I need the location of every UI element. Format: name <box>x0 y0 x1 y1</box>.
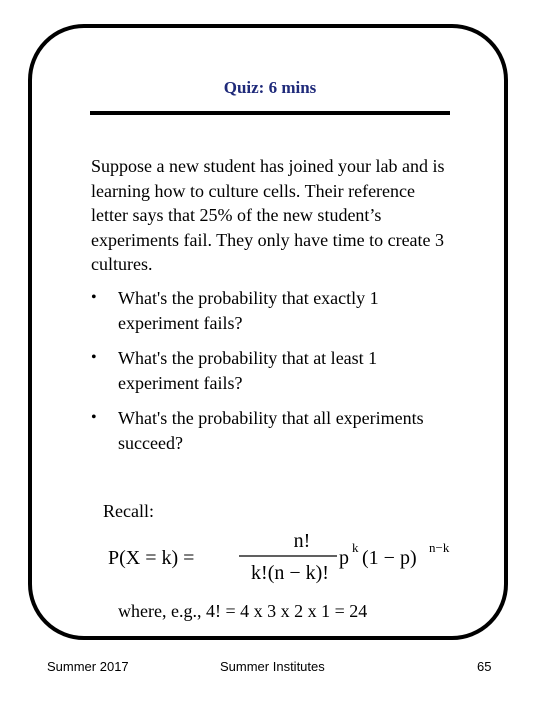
question-text: What's the probability that at least 1 experiment fails? <box>118 348 378 393</box>
list-item <box>91 346 451 395</box>
binomial-formula <box>106 528 476 584</box>
bullet-icon: • <box>91 409 97 426</box>
slide-title: Quiz: 6 mins <box>223 78 317 97</box>
formula-exponent-n-minus-k: n−k <box>429 540 450 555</box>
bullet-icon: • <box>91 289 97 306</box>
title-divider <box>90 111 450 115</box>
question-text: What's the probability that exactly 1 experiment fails? <box>118 288 379 333</box>
bullet-icon: • <box>91 349 97 366</box>
recall-label: Recall: <box>103 501 154 521</box>
footer-institution: Summer Institutes <box>220 659 325 674</box>
formula-p: p <box>339 547 349 569</box>
question-text: What's the probability that all experiments succeed? <box>118 408 424 453</box>
list-item <box>91 406 451 455</box>
formula-numerator: n! <box>293 530 311 552</box>
footer-date: Summer 2017 <box>47 659 129 674</box>
intro-paragraph: Suppose a new student has joined your lab and is learning how to culture cells. Their reference letter says that 25% of the new student’s experiments fail. They only have time to create 3 cultures. <box>91 156 445 274</box>
question-list <box>91 286 451 466</box>
factorial-example: where, e.g., 4! = 4 x 3 x 2 x 1 = 24 <box>118 601 368 621</box>
formula-one-minus-p: (1 − p) <box>362 547 417 569</box>
list-item <box>91 286 451 335</box>
page-number: 65 <box>477 659 492 674</box>
formula-denominator: k!(n − k)! <box>251 562 329 584</box>
formula-lhs: P(X = k) = <box>108 547 195 569</box>
formula-exponent-k: k <box>352 540 359 555</box>
